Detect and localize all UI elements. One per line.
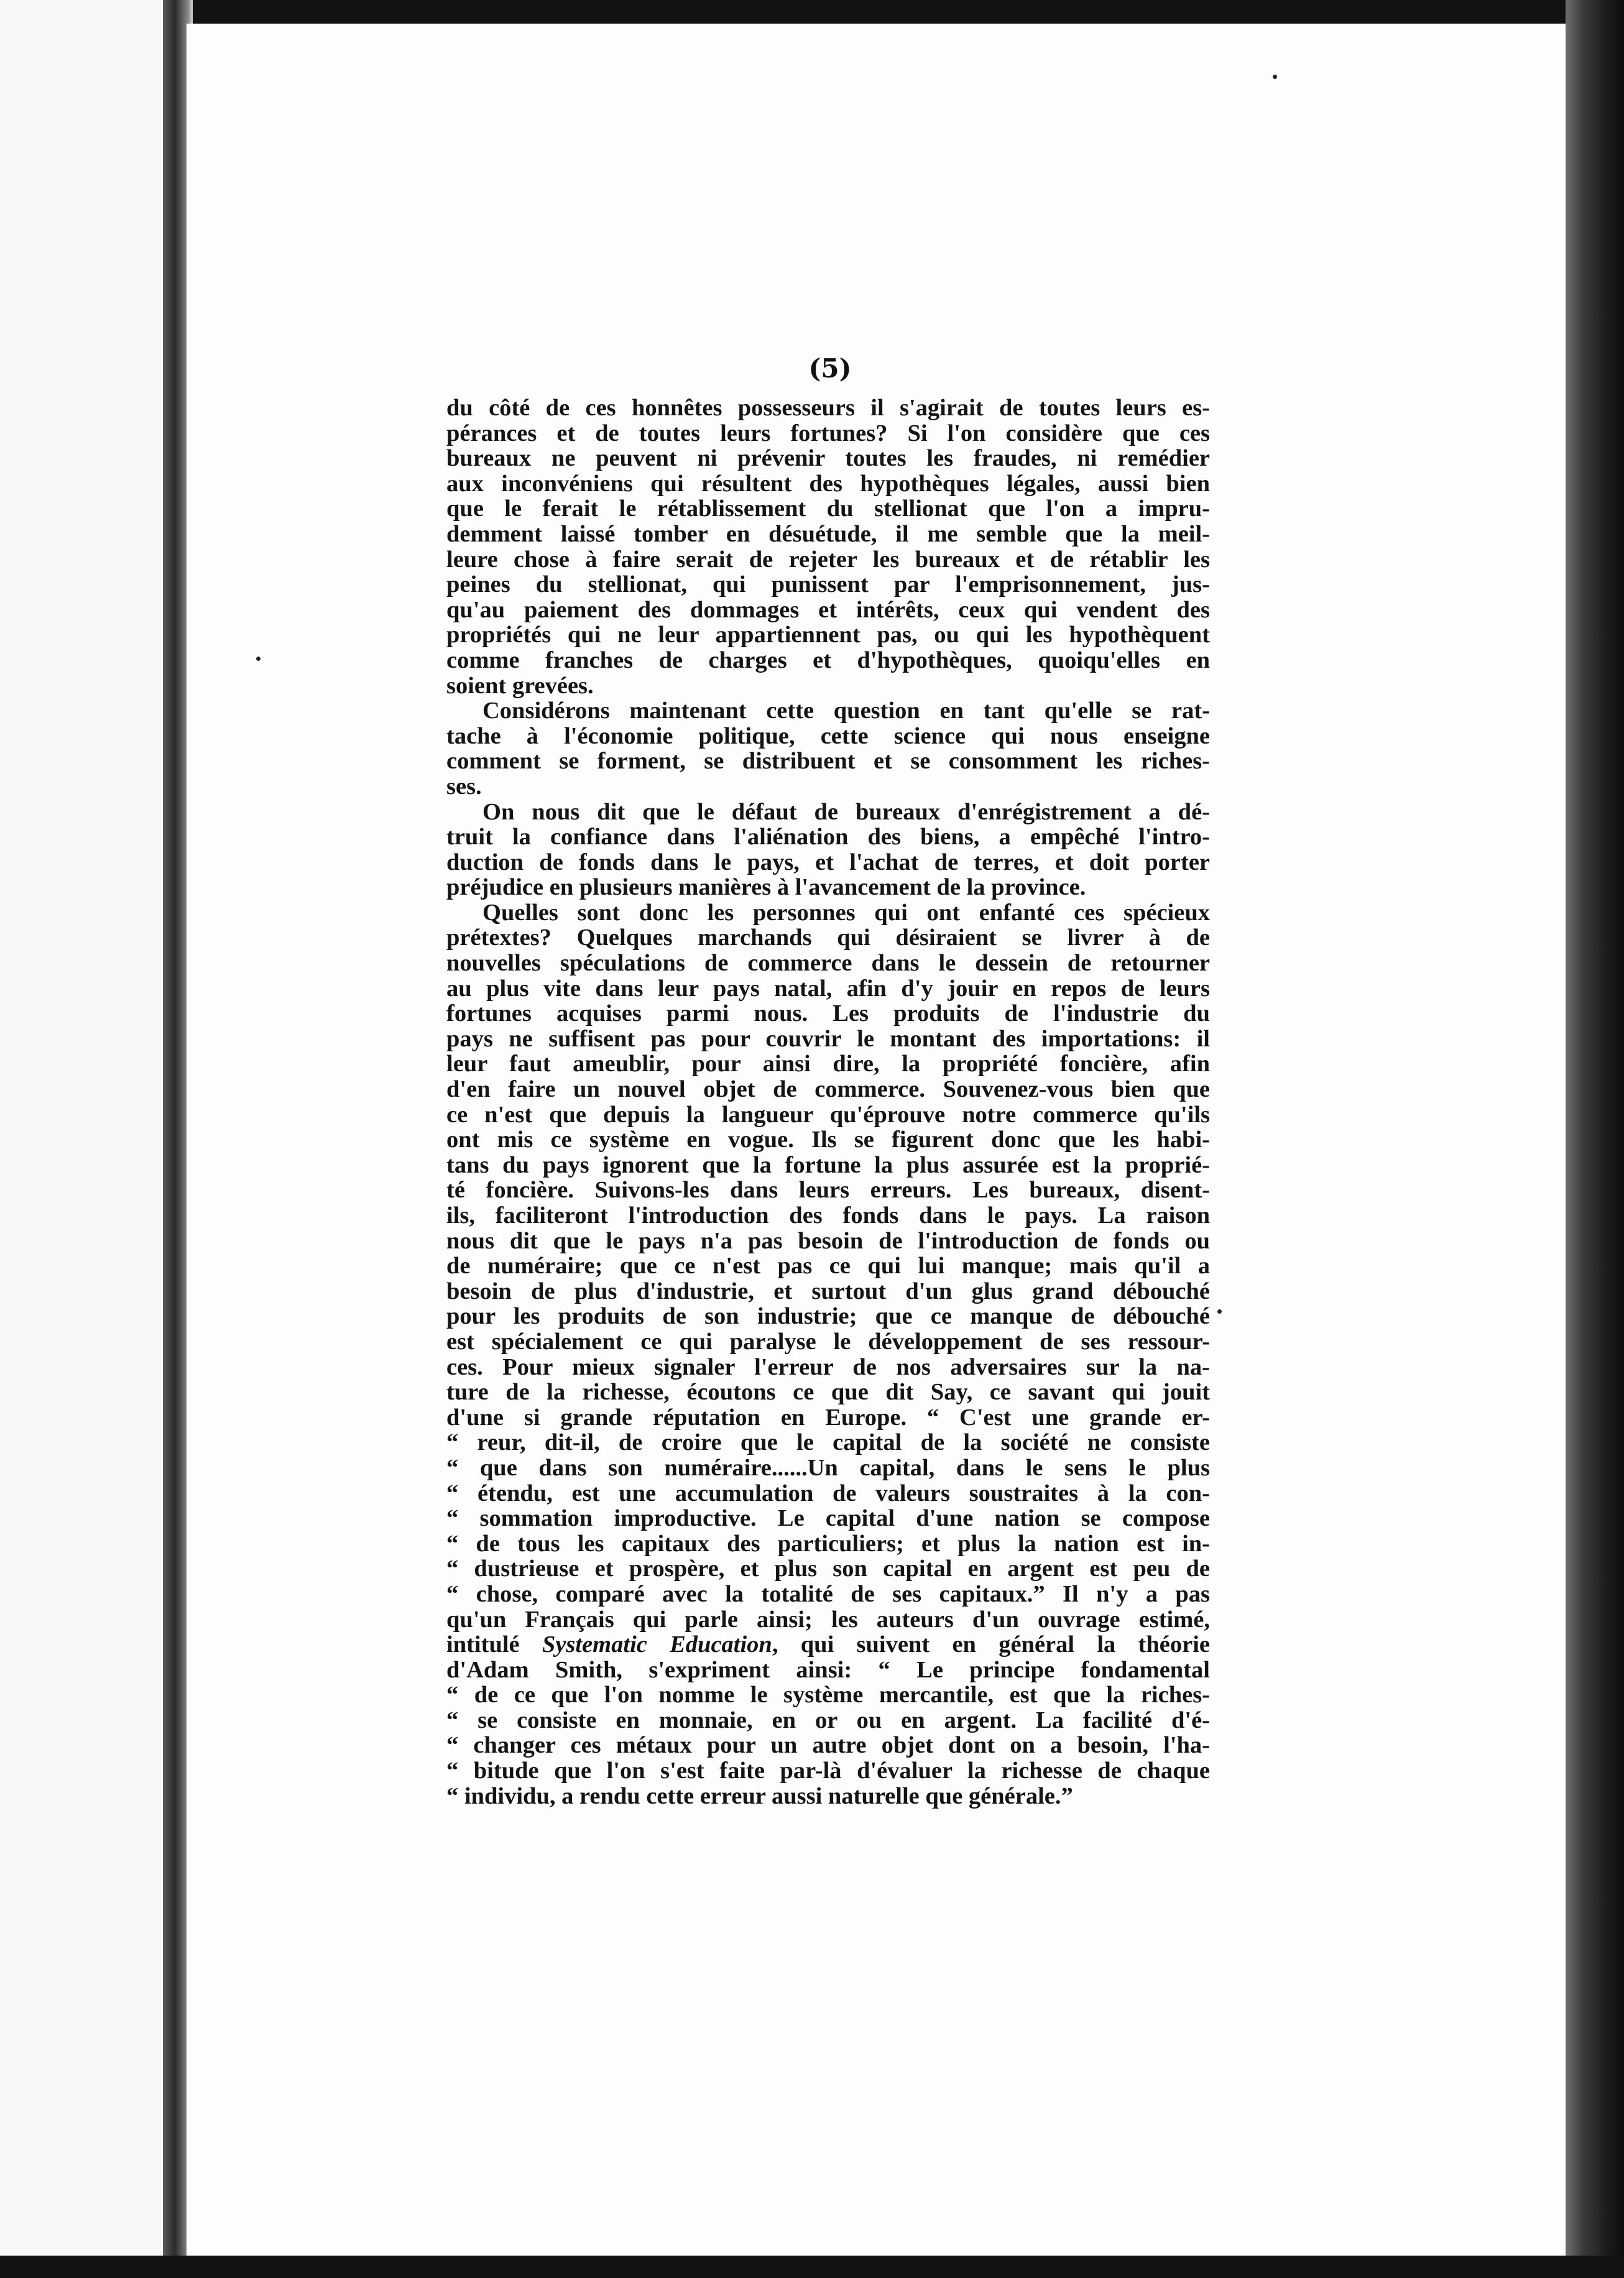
text-line: qu'au paiement des dommages et intérêts, ceux qui vendent des <box>446 596 1210 623</box>
text-line: du côté de ces honnêtes possesseurs il s'agirait de toutes leurs es- <box>446 395 1210 421</box>
text-line: ce n'est que depuis la langueur qu'éprouve notre commerce qu'ils <box>446 1101 1210 1128</box>
text-line: soient grevées. <box>446 672 594 699</box>
text-line: pour les produits de son industrie; que ce manque de débouché <box>446 1303 1210 1330</box>
text-line: intitulé Systematic Education, qui suivent en général la théorie <box>446 1631 1210 1658</box>
text-line: est spécialement ce qui paralyse le développement de ses ressour- <box>446 1328 1210 1355</box>
paragraph <box>446 698 1210 799</box>
text-line: d'en faire un nouvel objet de commerce. Souvenez-vous bien que <box>446 1076 1210 1103</box>
text-line: au plus vite dans leur pays natal, afin d'y jouir en repos de leurs <box>446 975 1210 1002</box>
left-page-edge <box>0 0 163 2278</box>
page-number: (5) <box>808 353 852 384</box>
text-line: “ sommation improductive. Le capital d'une nation se compose <box>446 1505 1210 1532</box>
text-line: qu'un Français qui parle ainsi; les auteurs d'un ouvrage estimé, <box>446 1606 1210 1633</box>
text-line: comme franches de charges et d'hypothèques, quoiqu'elles en <box>446 647 1210 673</box>
text-line: truit la confiance dans l'aliénation des biens, a empêché l'intro- <box>446 824 1210 851</box>
text-line: “ chose, comparé avec la totalité de ses capitaux.” Il n'y a pas <box>446 1580 1210 1607</box>
paragraph <box>446 395 1210 698</box>
text-line: nouvelles spéculations de commerce dans le dessein de retourner <box>446 950 1210 977</box>
text-line: duction de fonds dans le pays, et l'achat de terres, et doit porter <box>446 849 1210 875</box>
text-line: préjudice en plusieurs manières à l'avancement de la province. <box>446 874 1086 901</box>
paragraph <box>446 800 1210 900</box>
text-line: “ se consiste en monnaie, en or ou en argent. La facilité d'é- <box>446 1707 1210 1733</box>
text-line: besoin de plus d'industrie, et surtout d'un glus grand débouché <box>446 1278 1210 1304</box>
text-line: aux inconvéniens qui résultent des hypothèques légales, aussi bien <box>446 470 1210 497</box>
ink-speck <box>1273 75 1277 79</box>
text-line: “ que dans son numéraire......Un capital, dans le sens le plus <box>446 1454 1210 1481</box>
text-line: ces. Pour mieux signaler l'erreur de nos adversaires sur la na- <box>446 1353 1210 1380</box>
ink-speck <box>256 657 261 661</box>
text-line: Considérons maintenant cette question en tant qu'elle se rat- <box>482 698 1210 724</box>
text-line: “ bitude que l'on s'est faite par-là d'évaluer la richesse de chaque <box>446 1758 1210 1784</box>
text-line: “ de ce que l'on nomme le système mercantile, est que la riches- <box>446 1682 1210 1708</box>
text-line: ils, faciliteront l'introduction des fonds dans le pays. La raison <box>446 1202 1210 1229</box>
text-line: “ étendu, est une accumulation de valeurs soustraites à la con- <box>446 1480 1210 1506</box>
text-line: On nous dit que le défaut de bureaux d'enrégistrement a dé- <box>482 798 1210 825</box>
text-line: ses. <box>446 773 482 800</box>
text-line: ture de la richesse, écoutons ce que dit Say, ce savant qui jouit <box>446 1379 1210 1406</box>
body-text <box>446 395 1210 1809</box>
text-line: nous dit que le pays n'a pas besoin de l'introduction de fonds ou <box>446 1227 1210 1254</box>
text-line: “ reur, dit-il, de croire que le capital de la société ne consiste <box>446 1429 1210 1456</box>
text-line: demment laissé tomber en désuétude, il me semble que la meil- <box>446 520 1210 547</box>
text-line: “ changer ces métaux pour un autre objet dont on a besoin, l'ha- <box>446 1732 1210 1759</box>
text-line: tans du pays ignorent que la fortune la plus assurée est la proprié- <box>446 1151 1210 1178</box>
paragraph <box>446 900 1210 1809</box>
text-line: pérances et de toutes leurs fortunes? Si l'on considère que ces <box>446 420 1210 446</box>
text-line: que le ferait le rétablissement du stellionat que l'on a impru- <box>446 496 1210 522</box>
text-line: de numéraire; que ce n'est pas ce qui lui manque; mais qu'il a <box>446 1253 1210 1280</box>
text-line: propriétés qui ne leur appartiennent pas, ou qui les hypothèquent <box>446 622 1210 648</box>
text-line: fortunes acquises parmi nous. Les produits de l'industrie du <box>446 1000 1210 1027</box>
text-line: pays ne suffisent pas pour couvrir le montant des importations: il <box>446 1025 1210 1052</box>
text-line: “ dustrieuse et prospère, et plus son capital en argent est peu de <box>446 1556 1210 1582</box>
text-line: leure chose à faire serait de rejeter les bureaux et de rétablir les <box>446 546 1210 573</box>
text-line: peines du stellionat, qui punissent par l'emprisonnement, jus- <box>446 571 1210 598</box>
text-line: bureaux ne peuvent ni prévenir toutes les fraudes, ni remédier <box>446 445 1210 472</box>
text-line: ont mis ce système en vogue. Ils se figurent donc que les habi- <box>446 1127 1210 1153</box>
text-line: té foncière. Suivons-les dans leurs erreurs. Les bureaux, disent- <box>446 1177 1210 1204</box>
text-line: “ de tous les capitaux des particuliers; et plus la nation est in- <box>446 1530 1210 1557</box>
ink-speck <box>1217 1309 1222 1314</box>
right-page-edge <box>1566 0 1624 2278</box>
text-line: tache à l'économie politique, cette science qui nous enseigne <box>446 722 1210 749</box>
scan-top-border <box>0 0 1624 24</box>
text-line: prétextes? Quelques marchands qui désiraient se livrer à de <box>446 925 1210 951</box>
text-line: “ individu, a rendu cette erreur aussi naturelle que générale.” <box>446 1782 1073 1809</box>
text-line: d'une si grande réputation en Europe. “ C'est une grande er- <box>446 1404 1210 1431</box>
text-line: comment se forment, se distribuent et se consomment les riches- <box>446 748 1210 775</box>
scan-bottom-border <box>0 2256 1624 2278</box>
text-line: Quelles sont donc les personnes qui ont enfanté ces spécieux <box>482 899 1210 926</box>
text-line: d'Adam Smith, s'expriment ainsi: “ Le principe fondamental <box>446 1656 1210 1683</box>
text-line: leur faut ameublir, pour ainsi dire, la propriété foncière, afin <box>446 1051 1210 1077</box>
